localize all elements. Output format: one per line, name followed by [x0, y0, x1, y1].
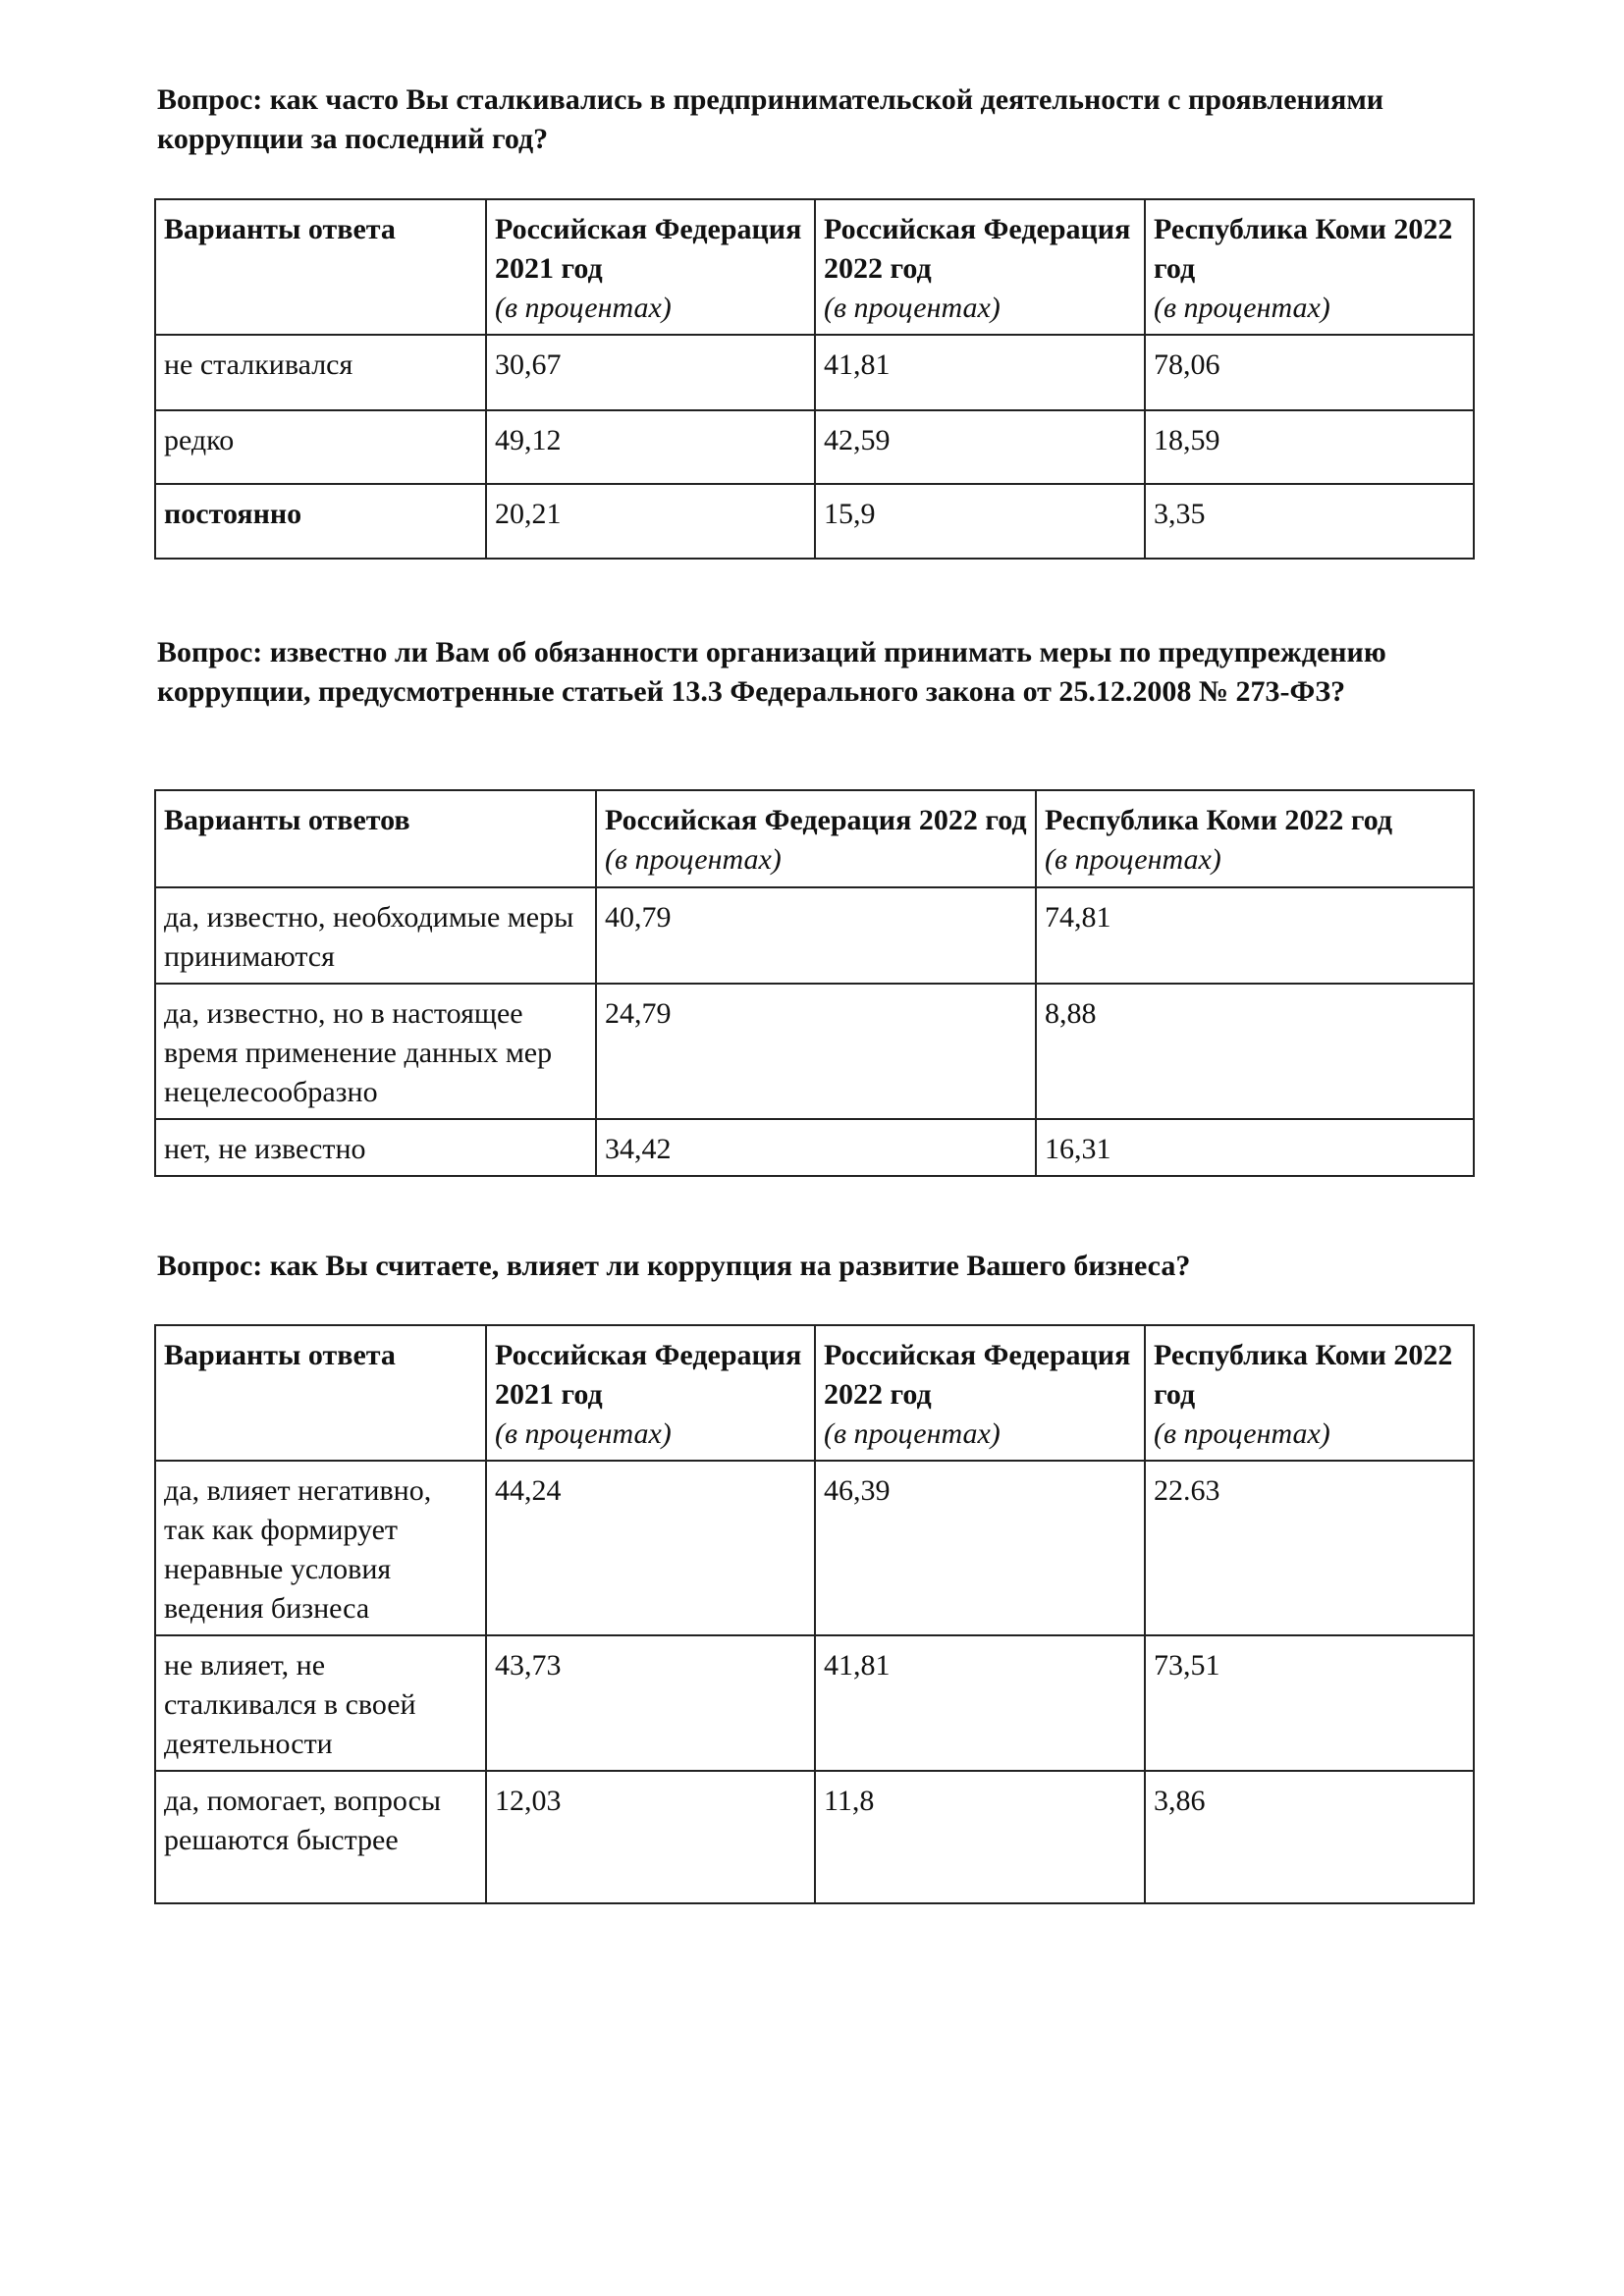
unit-label: (в процентах) [495, 1417, 672, 1450]
cell-value: 3,86 [1145, 1771, 1474, 1903]
header-cell: Российская Федерация 2022 год (в процентах) [596, 790, 1036, 887]
cell-value: 44,24 [486, 1461, 815, 1635]
cell-value: 34,42 [596, 1119, 1036, 1176]
cell-value: 15,9 [815, 484, 1145, 559]
cell-value: 41,81 [815, 1635, 1145, 1771]
row-label: да, влияет негативно, так как формирует неравные условия ведения бизнеса [155, 1461, 486, 1635]
table-header-row [155, 199, 1474, 335]
cell-value: 46,39 [815, 1461, 1145, 1635]
row-label: да, помогает, вопросы решаются быстрее [155, 1771, 486, 1903]
cell-value: 20,21 [486, 484, 815, 559]
header-cell: Российская Федерация 2022 год (в процентах) [815, 199, 1145, 335]
cell-value: 73,51 [1145, 1635, 1474, 1771]
table-row [155, 1119, 1474, 1176]
table-header-row [155, 790, 1474, 887]
unit-label: (в процентах) [1045, 843, 1221, 876]
unit-label: (в процентах) [605, 843, 782, 876]
unit-label: (в процентах) [495, 292, 672, 324]
header-cell: Российская Федерация 2021 год (в процентах) [486, 1325, 815, 1461]
cell-value: 42,59 [815, 410, 1145, 484]
cell-value: 74,81 [1036, 887, 1474, 984]
cell-value: 43,73 [486, 1635, 815, 1771]
table-row [155, 887, 1474, 984]
cell-value: 49,12 [486, 410, 815, 484]
header-cell: Республика Коми 2022 год (в процентах) [1036, 790, 1474, 887]
table-row [155, 484, 1474, 559]
header-cell: Варианты ответа [155, 1325, 486, 1461]
unit-label: (в процентах) [824, 1417, 1001, 1450]
header-cell: Варианты ответов [155, 790, 596, 887]
header-cell: Республика Коми 2022 год (в процентах) [1145, 1325, 1474, 1461]
cell-value: 8,88 [1036, 984, 1474, 1119]
table-row [155, 1771, 1474, 1903]
row-label: постоянно [155, 484, 486, 559]
cell-value: 24,79 [596, 984, 1036, 1119]
table-row [155, 335, 1474, 410]
table-header-row [155, 1325, 1474, 1461]
cell-value: 16,31 [1036, 1119, 1474, 1176]
table-1 [154, 198, 1475, 560]
header-cell: Российская Федерация 2021 год (в процентах) [486, 199, 815, 335]
row-label: да, известно, необходимые меры принимаются [155, 887, 596, 984]
cell-value: 11,8 [815, 1771, 1145, 1903]
table-row [155, 984, 1474, 1119]
unit-label: (в процентах) [824, 292, 1001, 324]
table-2 [154, 789, 1475, 1177]
row-label: редко [155, 410, 486, 484]
header-cell: Варианты ответа [155, 199, 486, 335]
cell-value: 12,03 [486, 1771, 815, 1903]
question-3-heading: Вопрос: как Вы считаете, влияет ли коррупция на развитие Вашего бизнеса? [157, 1250, 1191, 1282]
table-row [155, 1635, 1474, 1771]
header-cell: Российская Федерация 2022 год (в процентах) [815, 1325, 1145, 1461]
cell-value: 22.63 [1145, 1461, 1474, 1635]
cell-value: 30,67 [486, 335, 815, 410]
cell-value: 3,35 [1145, 484, 1474, 559]
cell-value: 18,59 [1145, 410, 1474, 484]
table-row [155, 1461, 1474, 1635]
unit-label: (в процентах) [1154, 292, 1330, 324]
cell-value: 40,79 [596, 887, 1036, 984]
row-label: да, известно, но в настоящее время применение данных мер нецелесообразно [155, 984, 596, 1119]
row-label: нет, не известно [155, 1119, 596, 1176]
question-2-heading: Вопрос: известно ли Вам об обязанности организаций принимать меры по предупреждению коррупции, предусмотренные статьей 13.3 Федерального закона от 25.12.2008 № 273-ФЗ? [157, 636, 1386, 708]
table-3 [154, 1324, 1475, 1904]
cell-value: 78,06 [1145, 335, 1474, 410]
cell-value: 41,81 [815, 335, 1145, 410]
row-label: не влияет, не сталкивался в своей деятельности [155, 1635, 486, 1771]
question-1-heading: Вопрос: как часто Вы сталкивались в предпринимательской деятельности с проявлениями коррупции за последний год? [157, 83, 1384, 155]
header-cell: Республика Коми 2022 год (в процентах) [1145, 199, 1474, 335]
row-label: не сталкивался [155, 335, 486, 410]
unit-label: (в процентах) [1154, 1417, 1330, 1450]
table-row [155, 410, 1474, 484]
